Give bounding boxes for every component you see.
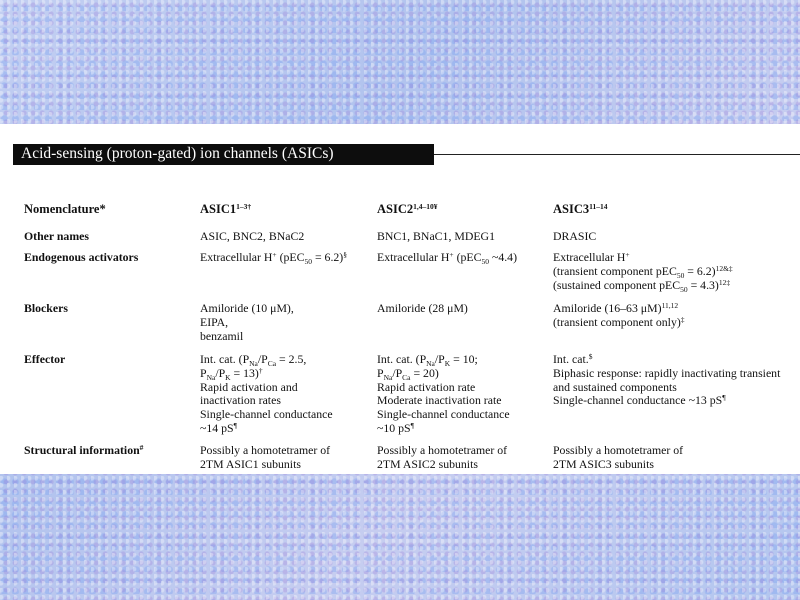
cell-other-names-asic2: BNC1, BNaC1, MDEG1: [377, 229, 495, 243]
cell-activators-asic1: Extracellular H+ (pEC$_{50}$ = 6.2)§: [200, 250, 347, 266]
cell-blockers-asic3: Amiloride (16–63 μM)$^{11,12}$ (transient component only)‡: [553, 301, 685, 329]
table-sheet: [0, 124, 800, 474]
header-nomenclature: Nomenclature*: [24, 202, 106, 216]
cell-structural-asic3: Possibly a homotetramer of 2TM ASIC3 subunits: [553, 443, 684, 471]
cell-other-names-asic3: DRASIC: [553, 229, 597, 243]
cell-activators-asic3: Extracellular H+ (transient component pEC$_{50}$ = 6.2)$^{12\&\ddagger}$ (sustained component pEC$_{50}$ = 4.3)$^{12\ddagger}$: [553, 250, 733, 294]
cell-structural-asic1: Possibly a homotetramer of 2TM ASIC1 subunits: [200, 443, 331, 471]
cell-structural-asic2: Possibly a homotetramer of 2TM ASIC2 subunits: [377, 443, 508, 471]
header-asic2: $ASIC2^{1,4-10¥}$: [377, 202, 438, 216]
cell-other-names-asic1: ASIC, BNC2, BNaC2: [200, 229, 305, 243]
cell-blockers-asic2: Amiloride (28 μM): [377, 301, 468, 315]
row-label-activators: Endogenous activators: [24, 250, 139, 264]
table-title: Acid-sensing (proton-gated) ion channels (ASICs): [21, 145, 334, 162]
row-label-blockers: Blockers: [24, 301, 68, 315]
row-label-structural: Structural information#: [24, 443, 144, 457]
cell-effector-asic1: Int. cat. ($P_{Na}/P_{Ca} = 2.5$, $P_{Na}/P_K = 13)^\dagger$ Rapid activation and inactivation rates Single-channel conductance ~14 pS¶: [200, 352, 333, 435]
header-asic3: ASIC3$^{11-14}$: [553, 202, 608, 216]
title-banner: [13, 144, 434, 165]
cell-blockers-asic1: Amiloride (10 μM), EIPA, benzamil: [200, 301, 294, 343]
header-rule: [434, 154, 800, 155]
cell-effector-asic3: Int. cat.$ Biphasic response: rapidly inactivating transient and sustained components Single-channel conductance ~13 pS¶: [553, 352, 781, 408]
row-label-other-names: Other names: [24, 229, 89, 243]
row-label-effector: Effector: [24, 352, 66, 366]
cell-effector-asic2: Int. cat. ($P_{Na}/P_K = 10$; $P_{Na}/P_{Ca} = 20$) Rapid activation rate Moderate inactivation rate Single-channel conductance ~10 pS¶: [377, 352, 510, 435]
cell-activators-asic2: Extracellular H+ (pEC$_{50}$ ~4.4): [377, 250, 518, 266]
header-asic1: $ASIC1^{1-3\dagger}$: [200, 202, 252, 216]
